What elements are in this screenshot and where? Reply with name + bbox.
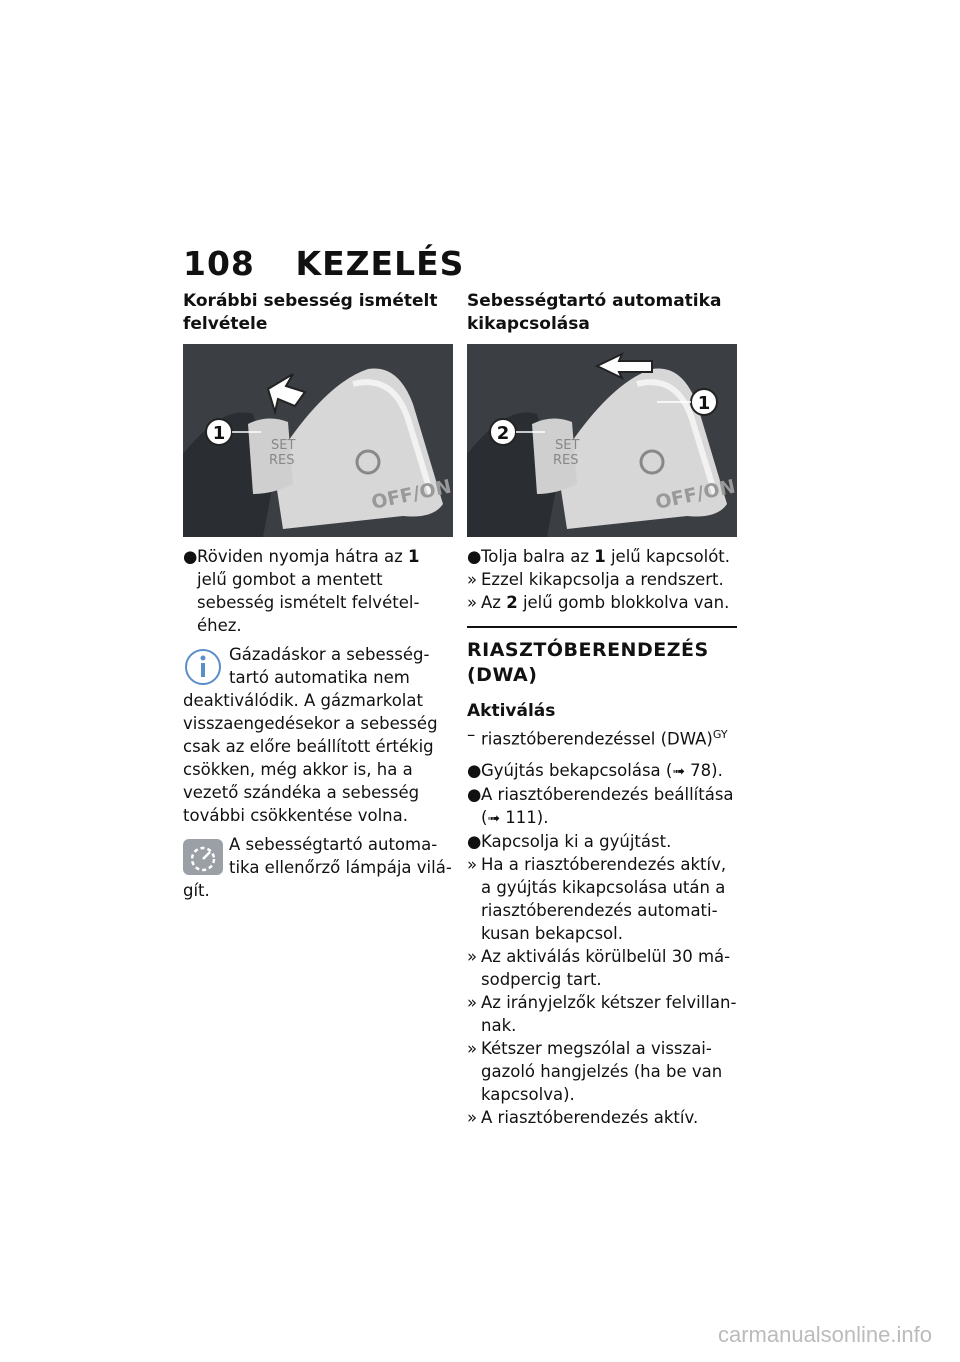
set-label: SET (555, 438, 580, 453)
info-note: Gázadáskor a sebességtartó automatika nem deaktiválódik. A gázmarkolat visszaengedésekor a sebesség csak az előre beállított értékig csökken, még akkor is, ha a vezető szándéka a sebesség további csökkentése volna. (183, 645, 438, 825)
requirement-item: – riasztóberendezéssel (DWA)$^{GY}$ (467, 725, 728, 749)
resume-button-figure (183, 344, 453, 537)
result-item: » Az aktiválás körülbelül 30 másodpercig tart. (467, 946, 731, 989)
indicator-note: A sebességtartó automatika ellenőrző lámpája világít. (183, 835, 452, 900)
page-ref-icon: ➟ (672, 761, 685, 780)
page-ref-icon: ➟ (487, 808, 501, 827)
bullet-item: ● Kapcsolja ki a gyújtást. (467, 831, 672, 851)
res-label: RES (269, 453, 295, 468)
set-label: SET (271, 438, 296, 453)
section-title: KEZELÉS (295, 244, 465, 283)
off-on-label: OFF/ON (369, 475, 453, 514)
off-on-label: OFF/ON (653, 475, 737, 514)
callout-1: 1 (697, 393, 711, 414)
callout-1: 1 (212, 423, 226, 444)
bullet-item: ● Tolja balra az 1 jelű kapcsolót. (467, 547, 730, 566)
page-number: 108 (183, 244, 255, 283)
result-item: » Ha a riasztóberendezés aktív, a gyújtás kikapcsolása után a riasztóberendezés automatikusan bekapcsol. (467, 854, 727, 943)
left-heading: Korábbi sebesség ismételt felvétele (183, 291, 438, 334)
result-item: » Kétszer megszólal a visszaigazoló hangjelzés (ha be van kapcsolva). (467, 1038, 723, 1104)
result-item: » Az 2 jelű gomb blokkolva van. (467, 593, 730, 612)
result-item: » Az irányjelzők kétszer felvillannak. (467, 992, 737, 1035)
result-item: » A riasztóberendezés aktív. (467, 1107, 699, 1127)
right-heading: Sebességtartó automatika kikapcsolása (467, 291, 722, 334)
bullet-item: ● Gyújtás bekapcsolása (➟ 78). (467, 760, 723, 780)
result-item: » Ezzel kikapcsolja a rendszert. (467, 570, 724, 589)
page-header (183, 244, 464, 283)
bullet-item: ● A riasztóberendezés beállítása (➟ 111). (467, 784, 734, 827)
watermark: carmanualsonline.info (717, 1322, 932, 1347)
alarm-section-title: RIASZTÓBERENDEZÉS (DWA) (467, 639, 709, 686)
off-switch-figure (467, 344, 737, 537)
right-column (467, 290, 737, 1129)
section-divider (467, 626, 737, 628)
left-column (183, 290, 453, 902)
res-label: RES (553, 453, 579, 468)
bullet-item: ● Röviden nyomja hátra az 1 jelű gombot a mentett sebesség ismételt felvételéhez. (183, 547, 420, 635)
activation-heading: Aktiválás (467, 701, 556, 721)
callout-2: 2 (496, 423, 510, 444)
cruise-control-indicator-icon (183, 837, 225, 877)
info-icon (183, 647, 225, 687)
